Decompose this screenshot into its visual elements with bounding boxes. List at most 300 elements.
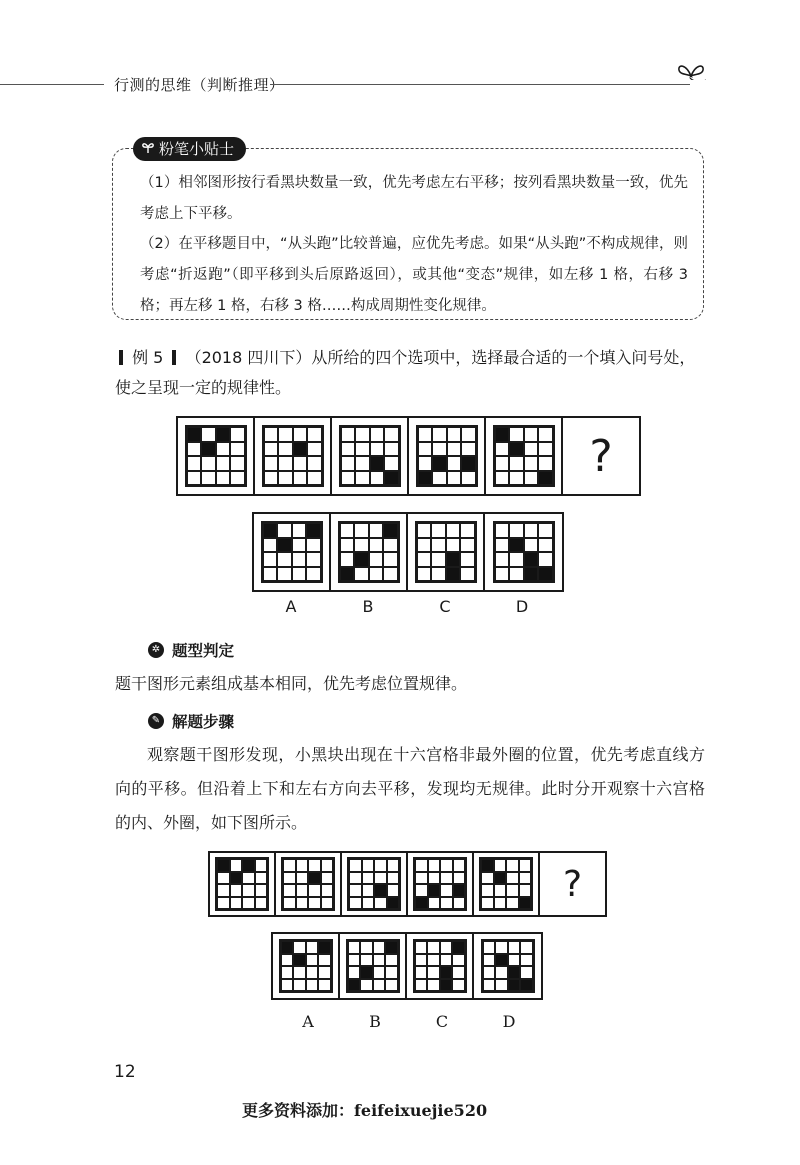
white-square (281, 954, 294, 967)
white-square (483, 979, 496, 992)
black-square (384, 471, 399, 486)
white-square (307, 427, 322, 442)
tip-paragraph-1: （1）相邻图形按行看黑块数量一致，优先考虑左右平移；按列看黑块数量一致，优先考虑上下平移。 (140, 175, 688, 222)
black-square (508, 979, 521, 992)
steps-icon: ✎ (148, 713, 164, 729)
white-square (418, 456, 433, 471)
white-square (506, 884, 519, 897)
white-square (384, 456, 399, 471)
black-square (293, 442, 308, 457)
white-square (230, 859, 243, 872)
white-square (362, 859, 375, 872)
white-square (230, 471, 245, 486)
white-square (283, 872, 296, 885)
white-square (321, 859, 334, 872)
white-square (217, 884, 230, 897)
white-square (383, 567, 398, 582)
problem-grid (339, 425, 401, 487)
white-square (341, 427, 356, 442)
white-square (355, 471, 370, 486)
white-square (278, 456, 293, 471)
tip-label-text: 粉笔小贴士 (159, 140, 235, 158)
white-square (292, 538, 307, 553)
white-square (296, 897, 309, 910)
white-square (230, 427, 245, 442)
analysis-problem-panel (474, 853, 540, 915)
white-square (307, 442, 322, 457)
gear-icon: ✲ (148, 642, 164, 658)
question-mark: ? (562, 863, 583, 905)
analysis-problem-panel (342, 853, 408, 915)
problem-grid (416, 425, 478, 487)
white-square (431, 552, 446, 567)
white-square (453, 859, 466, 872)
white-square (201, 456, 216, 471)
white-square (461, 471, 476, 486)
white-square (360, 979, 373, 992)
white-square (255, 897, 268, 910)
problem-grid (262, 425, 324, 487)
white-square (263, 552, 278, 567)
white-square (370, 442, 385, 457)
white-square (432, 471, 447, 486)
option-label: D (515, 597, 529, 616)
white-square (340, 538, 355, 553)
black-square (509, 538, 524, 553)
black-square (263, 523, 278, 538)
white-square (374, 859, 387, 872)
white-square (452, 966, 465, 979)
white-square (415, 872, 428, 885)
white-square (385, 954, 398, 967)
header-rule-right (270, 84, 690, 85)
white-square (387, 859, 400, 872)
white-square (264, 442, 279, 457)
analysis-option-row (271, 932, 543, 1000)
black-square (340, 567, 355, 582)
white-square (263, 538, 278, 553)
white-square (415, 954, 428, 967)
white-square (306, 538, 321, 553)
black-square (230, 872, 243, 885)
white-square (355, 427, 370, 442)
black-square (383, 523, 398, 538)
option-grid (338, 521, 400, 583)
white-square (440, 884, 453, 897)
white-square (509, 427, 524, 442)
white-square (508, 941, 521, 954)
white-square (427, 979, 440, 992)
white-square (495, 471, 510, 486)
option-grid (415, 521, 477, 583)
white-square (374, 897, 387, 910)
white-square (255, 884, 268, 897)
white-square (321, 897, 334, 910)
black-square (453, 884, 466, 897)
white-square (447, 471, 462, 486)
white-square (369, 567, 384, 582)
white-square (293, 979, 306, 992)
white-square (452, 979, 465, 992)
black-square (187, 427, 202, 442)
analysis-option-label: D (502, 1012, 516, 1031)
white-square (524, 523, 539, 538)
white-square (216, 471, 231, 486)
white-square (427, 966, 440, 979)
white-square (494, 884, 507, 897)
white-square (453, 897, 466, 910)
example-tag: 例 5 (132, 348, 164, 367)
white-square (519, 859, 532, 872)
white-square (293, 941, 306, 954)
white-square (506, 897, 519, 910)
white-square (373, 941, 386, 954)
white-square (461, 427, 476, 442)
problem-panel (178, 418, 255, 494)
white-square (306, 567, 321, 582)
black-square (495, 427, 510, 442)
white-square (509, 471, 524, 486)
white-square (306, 954, 319, 967)
white-square (362, 884, 375, 897)
white-square (354, 523, 369, 538)
white-square (415, 966, 428, 979)
white-square (348, 966, 361, 979)
problem-panel (255, 418, 332, 494)
white-square (415, 941, 428, 954)
white-square (293, 427, 308, 442)
white-square (538, 442, 553, 457)
analysis-option-label: A (302, 1012, 314, 1031)
white-square (307, 456, 322, 471)
white-square (341, 456, 356, 471)
option-label: A (285, 597, 297, 616)
white-square (349, 897, 362, 910)
white-square (263, 567, 278, 582)
black-square (494, 872, 507, 885)
white-square (538, 552, 553, 567)
white-square (341, 471, 356, 486)
white-square (417, 523, 432, 538)
white-square (524, 456, 539, 471)
white-square (255, 859, 268, 872)
black-square (293, 954, 306, 967)
white-square (495, 538, 510, 553)
white-square (283, 884, 296, 897)
option-panel (331, 514, 408, 590)
black-square (277, 538, 292, 553)
white-square (447, 456, 462, 471)
black-square (348, 979, 361, 992)
white-square (306, 941, 319, 954)
chapter-title: 行测的思维（判断推理） (114, 76, 285, 94)
black-square (524, 567, 539, 582)
black-square (318, 941, 331, 954)
white-square (369, 538, 384, 553)
analysis-option-grid (481, 939, 535, 993)
analysis-problem-grid (413, 857, 467, 911)
white-square (428, 859, 441, 872)
question-mark-panel (540, 853, 605, 915)
black-square (217, 859, 230, 872)
white-square (384, 442, 399, 457)
analysis-option-panel (340, 934, 407, 998)
option-figure-row (252, 512, 564, 592)
problem-grid (185, 425, 247, 487)
white-square (201, 471, 216, 486)
white-square (460, 523, 475, 538)
sprout-icon (141, 137, 155, 161)
section-steps-text: 观察题干图形发现，小黑块出现在十六宫格非最外圈的位置，优先考虑直线方向的平移。但沿着上下和左右方向去平移，发现均无规律。此时分开观察十六宫格的内、外圈，如下图所示。 (115, 745, 705, 832)
black-square (281, 941, 294, 954)
white-square (495, 442, 510, 457)
white-square (370, 471, 385, 486)
white-square (432, 427, 447, 442)
white-square (354, 538, 369, 553)
tip-paragraph-2: （2）在平移题目中，“从头跑”比较普遍，应优先考虑。如果“从头跑”不构成规律，则考虑“折返跑”（即平移到头后原路返回），或其他“变态”规律，如左移 1 格，右移 3 格；再左移 1 格，右移 3 格……构成周期性变化规律。 (140, 236, 688, 314)
white-square (538, 523, 553, 538)
black-square (216, 427, 231, 442)
black-square (524, 552, 539, 567)
option-panel (408, 514, 485, 590)
white-square (355, 442, 370, 457)
black-square (481, 859, 494, 872)
black-square (440, 979, 453, 992)
white-square (360, 941, 373, 954)
white-square (481, 897, 494, 910)
white-square (278, 471, 293, 486)
black-square (508, 966, 521, 979)
white-square (230, 897, 243, 910)
analysis-problem-panel (276, 853, 342, 915)
white-square (494, 897, 507, 910)
white-square (318, 954, 331, 967)
white-square (495, 523, 510, 538)
white-square (264, 427, 279, 442)
white-square (483, 954, 496, 967)
white-square (201, 427, 216, 442)
white-square (524, 427, 539, 442)
black-square (201, 442, 216, 457)
white-square (187, 471, 202, 486)
white-square (520, 941, 533, 954)
white-square (519, 872, 532, 885)
question-mark-panel (563, 418, 639, 494)
white-square (354, 567, 369, 582)
white-square (340, 523, 355, 538)
white-square (370, 427, 385, 442)
white-square (508, 954, 521, 967)
white-square (524, 538, 539, 553)
white-square (306, 966, 319, 979)
bracket-bar-right (172, 350, 176, 365)
black-square (520, 979, 533, 992)
black-square (440, 966, 453, 979)
white-square (495, 552, 510, 567)
white-square (418, 427, 433, 442)
white-square (292, 552, 307, 567)
white-square (520, 966, 533, 979)
white-square (520, 954, 533, 967)
footer-note: 更多资料添加：feifeixuejie520 (242, 1101, 488, 1120)
white-square (387, 872, 400, 885)
white-square (348, 954, 361, 967)
option-label: C (439, 597, 451, 616)
analysis-option-grid (346, 939, 400, 993)
white-square (230, 884, 243, 897)
white-square (292, 567, 307, 582)
problem-grid (493, 425, 555, 487)
white-square (385, 966, 398, 979)
white-square (242, 897, 255, 910)
white-square (277, 552, 292, 567)
white-square (283, 859, 296, 872)
white-square (383, 538, 398, 553)
white-square (431, 523, 446, 538)
black-square (509, 442, 524, 457)
white-square (281, 979, 294, 992)
white-square (417, 538, 432, 553)
white-square (494, 859, 507, 872)
white-square (369, 552, 384, 567)
white-square (460, 567, 475, 582)
black-square (385, 941, 398, 954)
white-square (446, 523, 461, 538)
white-square (374, 872, 387, 885)
white-square (427, 954, 440, 967)
black-square (446, 552, 461, 567)
white-square (277, 523, 292, 538)
analysis-option-grid (279, 939, 333, 993)
white-square (277, 567, 292, 582)
example-question-text: 从所给的四个选项中，选择最合适的一个填入问号处，使之呈现一定的规律性。 (115, 348, 696, 397)
white-square (283, 897, 296, 910)
white-square (440, 859, 453, 872)
white-square (296, 859, 309, 872)
white-square (440, 872, 453, 885)
black-square (242, 859, 255, 872)
white-square (318, 979, 331, 992)
example-question (115, 343, 705, 403)
option-label: B (362, 597, 374, 616)
white-square (321, 884, 334, 897)
black-square (387, 897, 400, 910)
white-square (278, 442, 293, 457)
white-square (373, 979, 386, 992)
white-square (264, 471, 279, 486)
white-square (321, 872, 334, 885)
white-square (349, 872, 362, 885)
example-source: （2018 四川下） (185, 348, 312, 367)
white-square (369, 523, 384, 538)
black-square (428, 884, 441, 897)
black-square (446, 567, 461, 582)
white-square (524, 442, 539, 457)
white-square (187, 456, 202, 471)
white-square (385, 979, 398, 992)
white-square (509, 552, 524, 567)
white-square (217, 897, 230, 910)
black-square (538, 471, 553, 486)
white-square (447, 427, 462, 442)
analysis-option-panel (474, 934, 541, 998)
white-square (481, 884, 494, 897)
white-square (373, 966, 386, 979)
analysis-option-grid (413, 939, 467, 993)
white-square (431, 538, 446, 553)
problem-panel (332, 418, 409, 494)
white-square (349, 859, 362, 872)
option-grid (261, 521, 323, 583)
option-grid (493, 521, 555, 583)
white-square (348, 941, 361, 954)
white-square (495, 456, 510, 471)
black-square (306, 523, 321, 538)
white-square (308, 884, 321, 897)
problem-figure-row (176, 416, 641, 496)
white-square (255, 872, 268, 885)
problem-panel (409, 418, 486, 494)
header-rule-left (0, 84, 104, 85)
white-square (495, 966, 508, 979)
white-square (383, 552, 398, 567)
black-square (308, 872, 321, 885)
page-number: 12 (114, 1062, 136, 1082)
analysis-option-panel (407, 934, 474, 998)
black-square (452, 941, 465, 954)
white-square (293, 966, 306, 979)
white-square (483, 941, 496, 954)
white-square (524, 471, 539, 486)
analysis-problem-grid (479, 857, 533, 911)
section-steps-title: 解题步骤 (172, 713, 235, 731)
white-square (362, 872, 375, 885)
black-square (415, 897, 428, 910)
white-square (453, 872, 466, 885)
tip-label (133, 137, 246, 161)
white-square (509, 523, 524, 538)
analysis-problem-panel (408, 853, 474, 915)
white-square (384, 427, 399, 442)
white-square (417, 552, 432, 567)
white-square (362, 897, 375, 910)
white-square (452, 954, 465, 967)
white-square (447, 442, 462, 457)
white-square (415, 859, 428, 872)
black-square (418, 471, 433, 486)
leaf-icon (676, 58, 706, 84)
black-square (432, 456, 447, 471)
white-square (308, 859, 321, 872)
section-type-heading (148, 639, 234, 661)
problem-panel (486, 418, 563, 494)
analysis-option-panel (273, 934, 340, 998)
white-square (230, 456, 245, 471)
white-square (440, 941, 453, 954)
white-square (318, 966, 331, 979)
white-square (509, 456, 524, 471)
white-square (506, 872, 519, 885)
white-square (538, 456, 553, 471)
section-steps-heading (148, 710, 234, 732)
white-square (519, 884, 532, 897)
black-square (370, 456, 385, 471)
white-square (538, 538, 553, 553)
analysis-problem-row (208, 851, 607, 917)
white-square (460, 552, 475, 567)
white-square (440, 954, 453, 967)
white-square (296, 884, 309, 897)
